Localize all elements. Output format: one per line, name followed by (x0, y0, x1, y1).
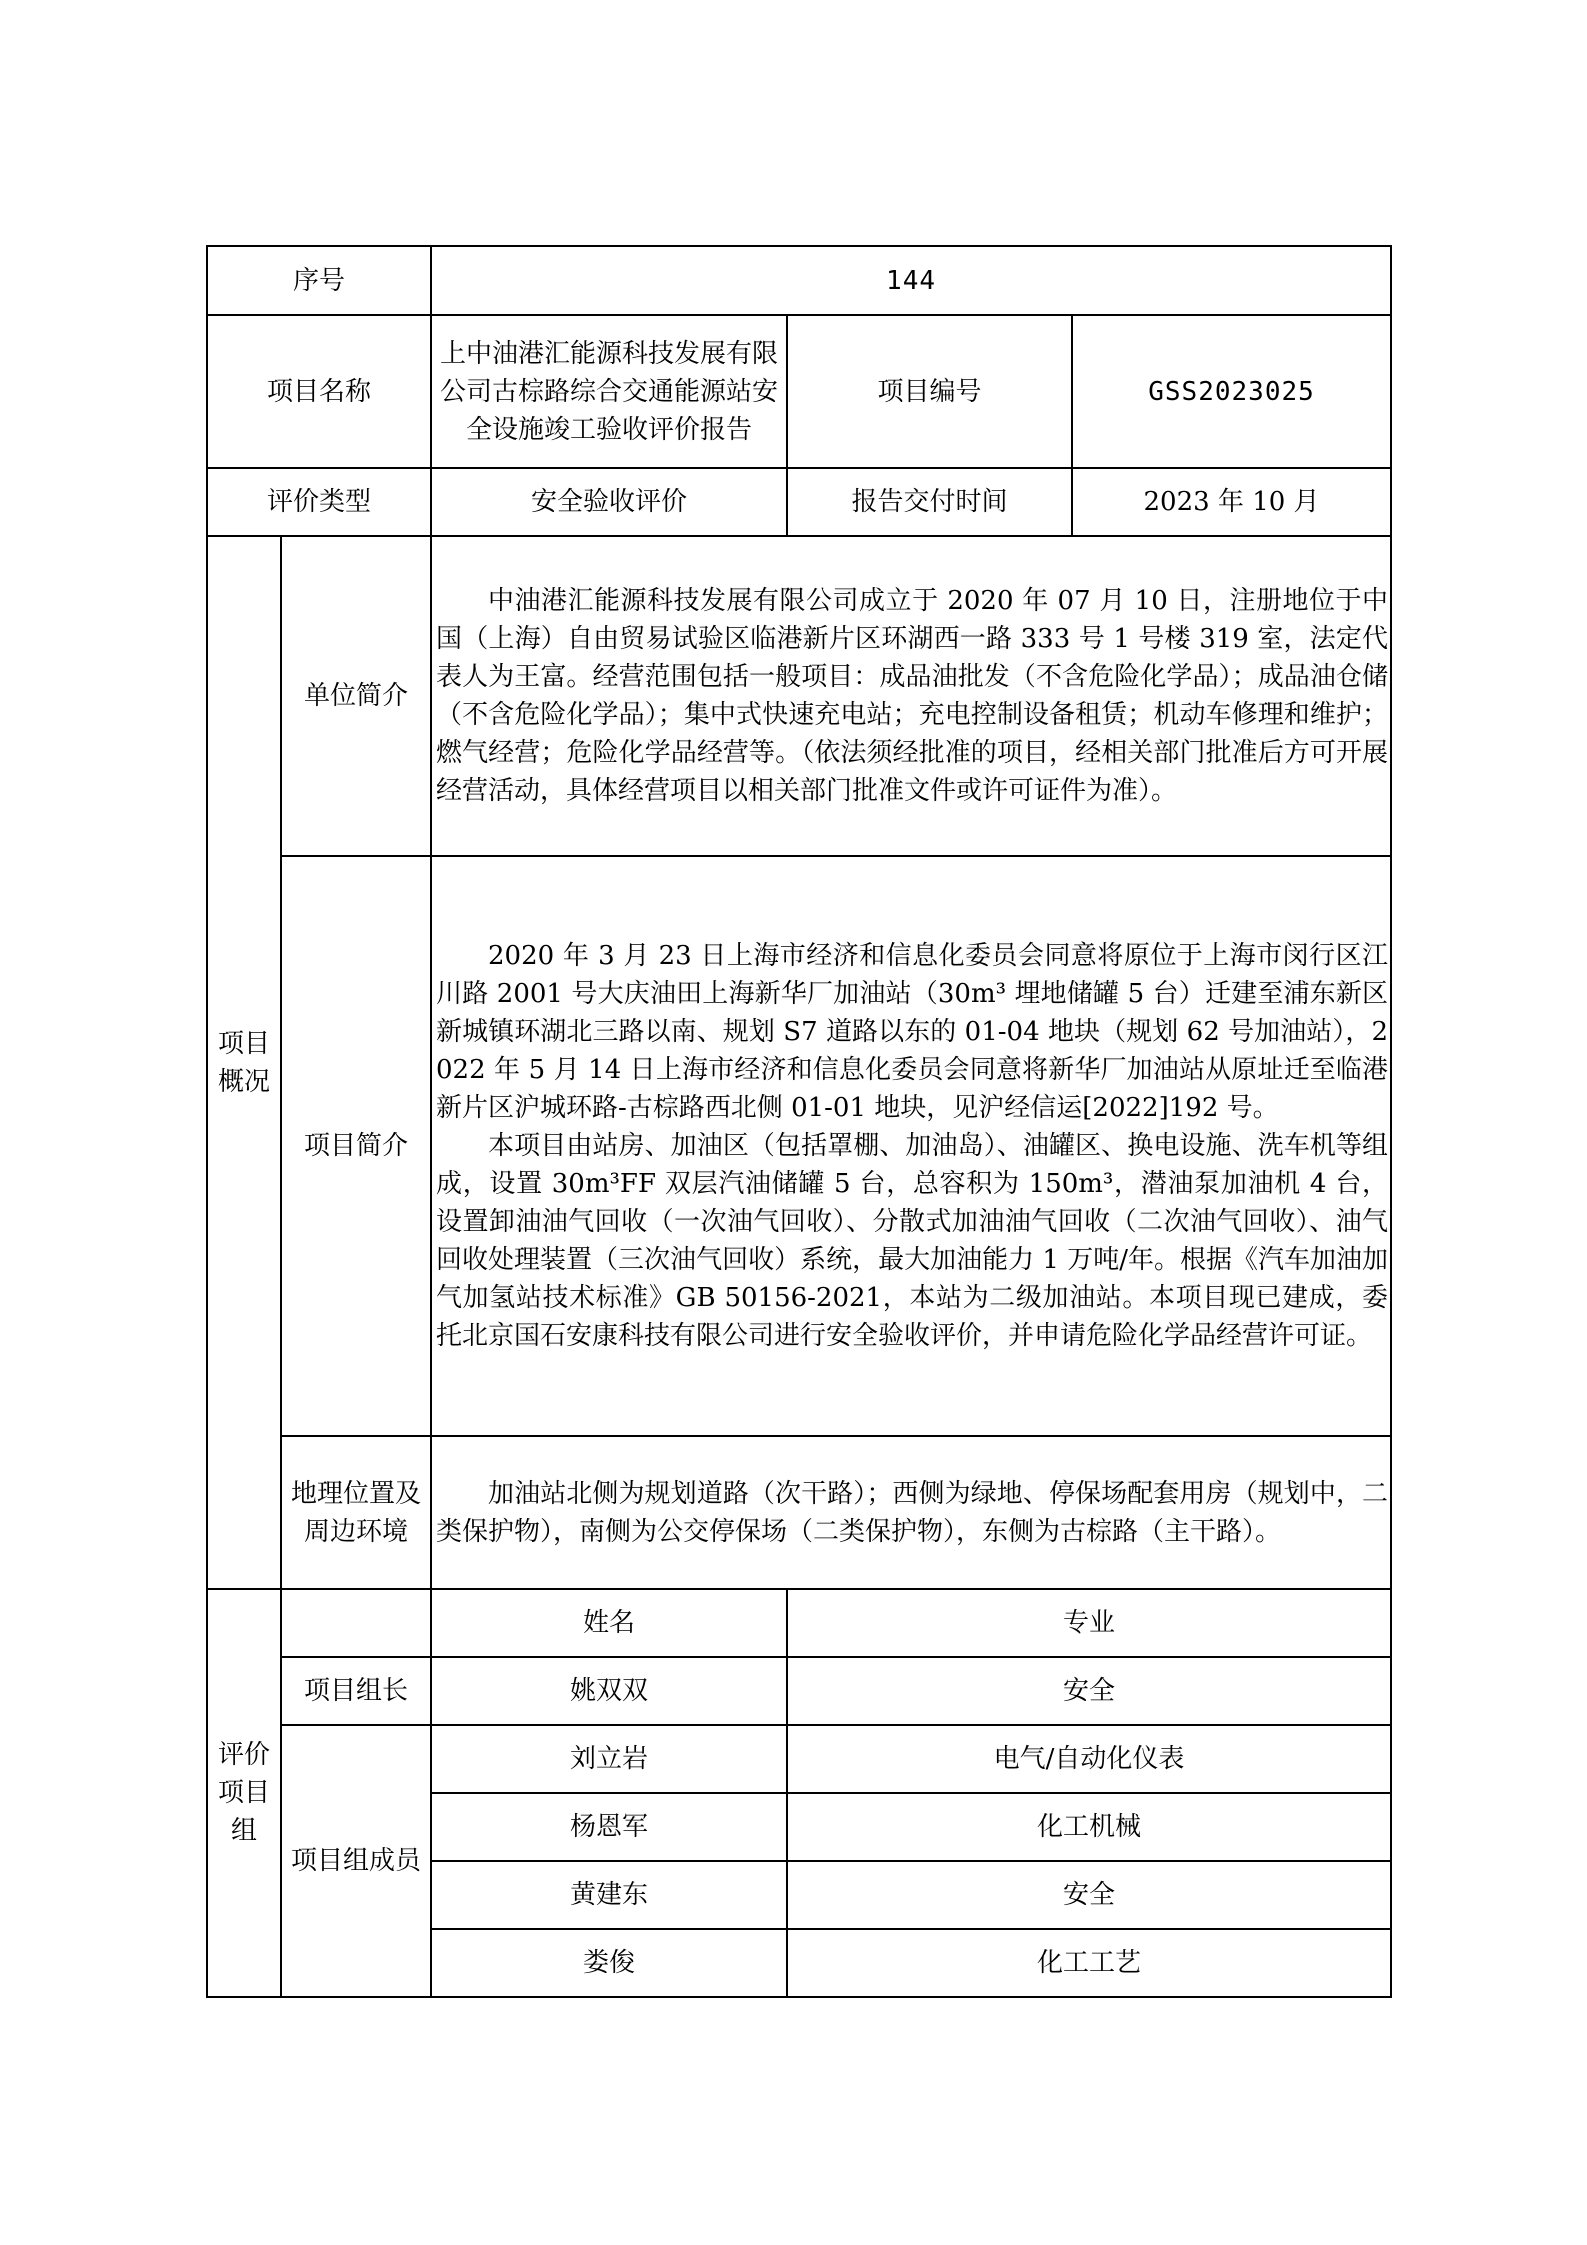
major-header: 专业 (787, 1589, 1391, 1657)
project-info-table (206, 245, 1392, 1998)
member-row (207, 1725, 1391, 1793)
name-header: 姓名 (431, 1589, 787, 1657)
project-no-label: 项目编号 (787, 315, 1072, 468)
location-text: 加油站北侧为规划道路（次干路）；西侧为绿地、停保场配套用房（规划中，二类保护物），南侧为公交停保场（二类保护物），东侧为古棕路（主干路）。 (436, 1478, 1389, 1547)
member-name: 黄建东 (431, 1861, 787, 1929)
member-major: 化工工艺 (787, 1929, 1391, 1997)
team-section-label: 评价项目组 (207, 1589, 281, 1997)
serial-row (207, 246, 1391, 315)
location-label: 地理位置及周边环境 (281, 1436, 431, 1589)
serial-label: 序号 (207, 246, 431, 315)
member-major: 电气/自动化仪表 (787, 1725, 1391, 1793)
project-intro-label: 项目简介 (281, 856, 431, 1436)
location-row (207, 1436, 1391, 1589)
team-header-blank (281, 1589, 431, 1657)
serial-value: 144 (431, 246, 1391, 315)
member-name: 刘立岩 (431, 1725, 787, 1793)
project-intro-paragraph-2: 本项目由站房、加油区（包括罩棚、加油岛）、油罐区、换电设施、洗车机等组成，设置 30m³FF 双层汽油储罐 5 台，总容积为 150m³，潜油泵加油机 4 台，设置卸油油气回收（一次油气回收）、分散式加油油气回收（二次油气回收）、油气回收处理装置（三次油气回收）系统，最大加油能力 1 万吨/年。根据《汽车加油加气加氢站技术标准》GB 50156-2021，本站为二级加油站。本项目现已建成，委托北京国石安康科技有限公司进行安全验收评价，并申请危险化学品经营许可证。 (436, 1131, 1389, 1351)
unit-intro-label: 单位简介 (281, 536, 431, 856)
project-name-row (207, 315, 1391, 468)
overview-section-label: 项目概况 (207, 536, 281, 1589)
project-name-value: 上中油港汇能源科技发展有限公司古棕路综合交通能源站安全设施竣工验收评价报告 (431, 315, 787, 468)
project-no-value: GSS2023025 (1072, 315, 1391, 468)
member-name: 杨恩军 (431, 1793, 787, 1861)
leader-major: 安全 (787, 1657, 1391, 1725)
unit-intro-cell (431, 536, 1391, 856)
eval-type-value: 安全验收评价 (431, 468, 787, 536)
team-header-row (207, 1589, 1391, 1657)
leader-label: 项目组长 (281, 1657, 431, 1725)
member-major: 安全 (787, 1861, 1391, 1929)
unit-intro-text: 中油港汇能源科技发展有限公司成立于 2020 年 07 月 10 日，注册地位于中国（上海）自由贸易试验区临港新片区环湖西一路 333 号 1 号楼 319 室，法定代表人为王富。经营范围包括一般项目：成品油批发（不含危险化学品）；成品油仓储（不含危险化学品）；集中式快速充电站；充电控制设备租赁；机动车修理和维护；燃气经营；危险化学品经营等。（依法须经批准的项目，经相关部门批准后方可开展经营活动，具体经营项目以相关部门批准文件或许可证件为准）。 (436, 586, 1389, 806)
members-label: 项目组成员 (281, 1725, 431, 1997)
eval-type-row (207, 468, 1391, 536)
unit-intro-row (207, 536, 1391, 856)
project-name-label: 项目名称 (207, 315, 431, 468)
project-intro-row (207, 856, 1391, 1436)
delivery-label: 报告交付时间 (787, 468, 1072, 536)
member-major: 化工机械 (787, 1793, 1391, 1861)
leader-name: 姚双双 (431, 1657, 787, 1725)
delivery-value: 2023 年 10 月 (1072, 468, 1391, 536)
project-intro-cell (431, 856, 1391, 1436)
member-name: 娄俊 (431, 1929, 787, 1997)
eval-type-label: 评价类型 (207, 468, 431, 536)
leader-row (207, 1657, 1391, 1725)
location-cell (431, 1436, 1391, 1589)
project-intro-paragraph-1: 2020 年 3 月 23 日上海市经济和信息化委员会同意将原位于上海市闵行区江川路 2001 号大庆油田上海新华厂加油站（30m³ 埋地储罐 5 台）迁建至浦东新区新城镇环湖北三路以南、规划 S7 道路以东的 01-04 地块（规划 62 号加油站），2022 年 5 月 14 日上海市经济和信息化委员会同意将新华厂加油站从原址迁至临港新片区沪城环路-古棕路西北侧 01-01 地块，见沪经信运[2022]192 号。 (436, 941, 1389, 1123)
